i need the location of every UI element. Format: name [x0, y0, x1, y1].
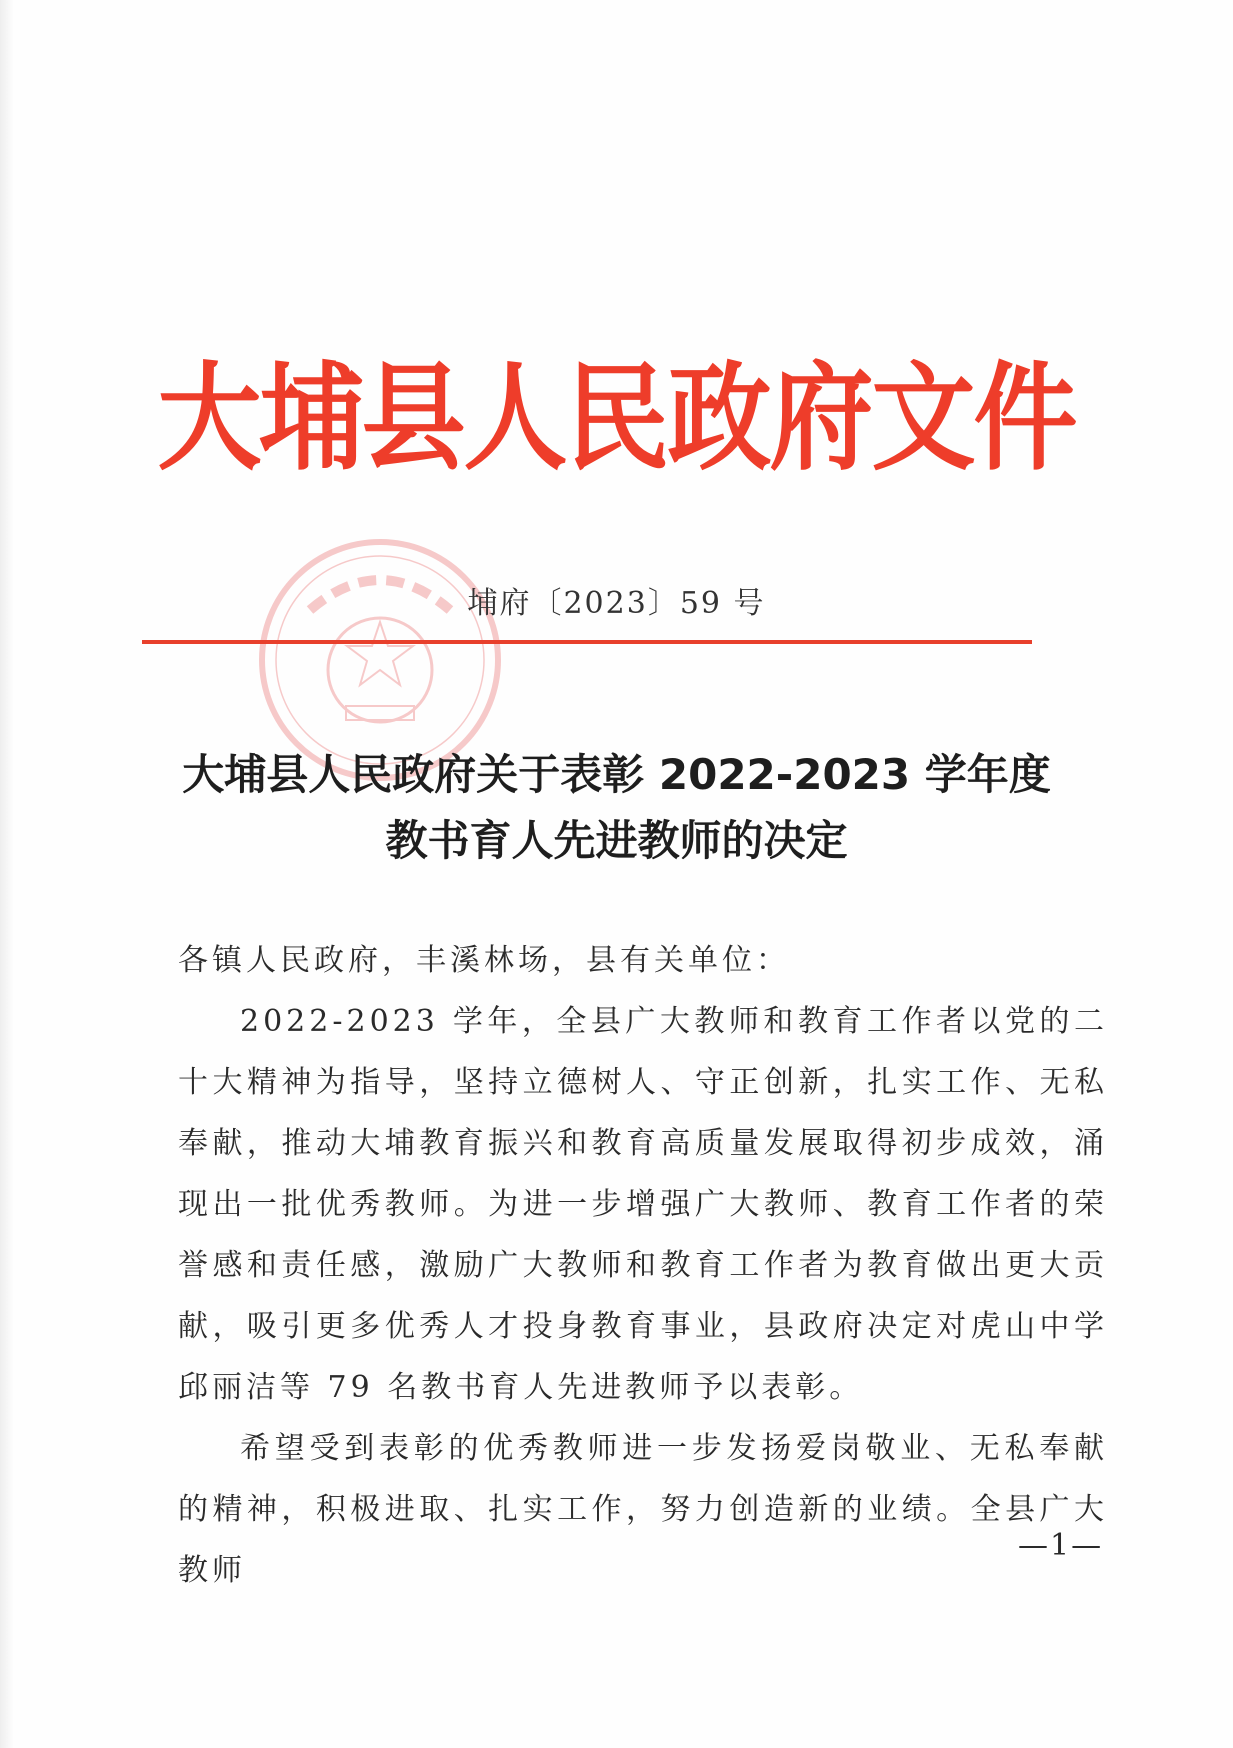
document-number: 埔府〔2023〕59 号	[467, 586, 766, 621]
scan-edge-shade	[0, 0, 14, 1748]
body-paragraph-2: 希望受到表彰的优秀教师进一步发扬爱岗敬业、无私奉献的精神，积极进取、扎实工作，努力创造新的业绩。全县广大教师	[178, 1431, 1108, 1588]
page-number: —1—	[1018, 1528, 1104, 1563]
document-masthead: 大埔县人民政府文件	[157, 349, 1076, 487]
red-separator-line	[142, 640, 1032, 644]
title-line-2: 教书育人先进教师的决定	[385, 816, 848, 865]
document-title	[0, 742, 1233, 874]
title-line-1: 大埔县人民政府关于表彰 2022-2023 学年度	[182, 750, 1051, 799]
salutation: 各镇人民政府，丰溪林场，县有关单位：	[178, 943, 790, 978]
document-body	[178, 930, 1108, 1601]
body-paragraph-1: 2022-2023 学年，全县广大教师和教育工作者以党的二十大精神为指导，坚持立德树人、守正创新，扎实工作、无私奉献，推动大埔教育振兴和教育高质量发展取得初步成效，涌现出一批优秀教师。为进一步增强广大教师、教育工作者的荣誉感和责任感，激励广大教师和教育工作者为教育做出更大贡献，吸引更多优秀人才投身教育事业，县政府决定对虎山中学邱丽洁等 79 名教书育人先进教师予以表彰。	[178, 1004, 1108, 1405]
